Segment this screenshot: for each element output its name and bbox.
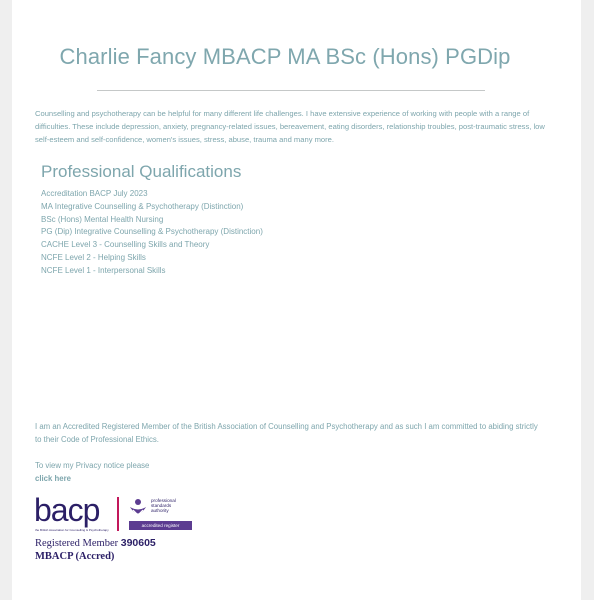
- psa-person-icon: [129, 498, 147, 518]
- bacp-logo: [34, 494, 194, 538]
- qualification-item: NCFE Level 1 - Interpersonal Skills: [41, 265, 166, 275]
- intro-paragraph: Counselling and psychotherapy can be helpful for many different life challenges. I have extensive experience of working with people with a range of difficulties. These include depression, anxiety, pregnancy-related issues, bereavement, eating disorders, relationship troubles, post-traumatic stress, low self-esteem and self-confidence, women's issues, stress, abuse, trauma and many more.: [35, 109, 545, 144]
- accreditation-label: MBACP (Accred): [35, 551, 115, 562]
- qualification-item: PG (Dip) Integrative Counselling & Psychotherapy (Distinction): [41, 227, 263, 237]
- membership-statement: I am an Accredited Registered Member of the British Association of Counselling and Psychotherapy and as such I am committed to abiding strictly to their Code of Professional Ethics.: [35, 422, 538, 444]
- qualification-item: MA Integrative Counselling & Psychotherapy (Distinction): [41, 201, 244, 211]
- psa-label: professional standards authority: [151, 498, 176, 513]
- privacy-text: To view my Privacy notice please: [35, 461, 150, 470]
- accredited-register-badge: accredited register: [129, 521, 192, 530]
- qualifications-list: [41, 188, 263, 278]
- qualification-item: CACHE Level 3 - Counselling Skills and Theory: [41, 240, 210, 250]
- registered-member-label: Registered Member: [35, 538, 119, 549]
- qualification-item: Accreditation BACP July 2023: [41, 189, 148, 198]
- bacp-strapline: the British Association for Counselling & Psychotherapy: [35, 528, 109, 532]
- qualification-item: BSc (Hons) Mental Health Nursing: [41, 214, 164, 224]
- privacy-notice: [35, 459, 149, 485]
- privacy-link[interactable]: click here: [35, 474, 71, 483]
- page-title: Charlie Fancy MBACP MA BSc (Hons) PGDip: [59, 44, 511, 69]
- registered-member-line: [35, 537, 156, 550]
- title-divider: [97, 90, 485, 91]
- registration-number: 390605: [120, 537, 156, 549]
- logo-divider: [117, 497, 119, 531]
- qualifications-heading: Professional Qualifications: [41, 162, 242, 181]
- bacp-wordmark: bacp: [34, 492, 100, 528]
- qualification-item: NCFE Level 2 - Helping Skills: [41, 252, 146, 262]
